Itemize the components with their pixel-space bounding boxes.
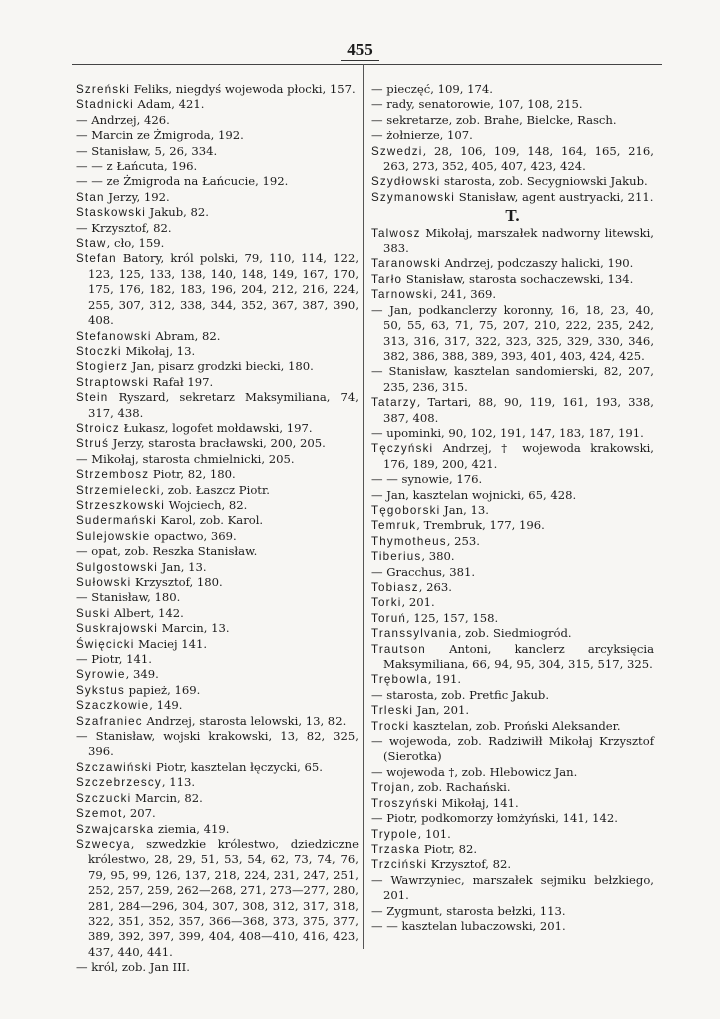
index-entry	[371, 287, 654, 302]
entry-head: Szczebrzescy	[76, 776, 162, 790]
entry-head: Trautson	[371, 642, 426, 656]
entry-text: — Andrzej, 426.	[76, 112, 170, 127]
entry-text: — upominki, 90, 102, 191, 147, 183, 187, 191.	[371, 425, 644, 440]
entry-text: — Zygmunt, starosta bełzki, 113.	[371, 903, 566, 918]
index-entry	[371, 426, 654, 441]
index-entry	[371, 113, 654, 128]
index-entry	[371, 703, 654, 718]
index-entry	[76, 683, 359, 698]
entry-text: , 101.	[417, 826, 451, 841]
index-entry	[371, 256, 654, 271]
entry-text: , cło, 159.	[106, 236, 165, 251]
entry-text: , 191.	[427, 672, 462, 687]
entry-text: — Stanisław, 180.	[76, 590, 181, 605]
entry-head: Stoczki	[76, 344, 122, 358]
entry-head: Tobiasz	[371, 581, 419, 594]
entry-head: Stefanowski	[76, 329, 152, 343]
entry-text: — pieczęć, 109, 174.	[371, 82, 493, 96]
index-entry	[76, 128, 359, 143]
entry-text: — sekretarze, zob. Brahe, Bielcke, Rasch.	[371, 112, 617, 127]
entry-head: Tęczyński	[371, 442, 434, 456]
entry-head: Suski	[76, 606, 111, 620]
entry-text: , 349.	[125, 667, 159, 682]
index-entry	[371, 226, 654, 257]
entry-text: — Jan, kasztelan wojnicki, 65, 428.	[371, 487, 577, 502]
entry-text: , 263.	[418, 580, 452, 594]
index-entry	[76, 575, 359, 590]
entry-text: Feliks, niegdyś wojewoda płocki, 157.	[130, 82, 356, 96]
entry-text: Andrzej, starosta lelowski, 13, 82.	[142, 713, 347, 728]
index-entry	[371, 873, 654, 904]
entry-head: Szczucki	[76, 791, 132, 805]
entry-head: Szafraniec	[76, 714, 143, 728]
entry-head: Stogierz	[76, 360, 129, 374]
entry-head: Strzemielecki	[76, 483, 161, 497]
index-entry	[371, 503, 654, 518]
entry-text: Wojciech, 82.	[165, 497, 248, 512]
entry-text: — Jan, podkanclerzy koronny, 16, 18, 23, 40, 50, 55, 63, 71, 75, 207, 210, 222, 235, 242, 313, 316, 317, 322, 323, 325, 329, 330, 346, 382, 386, 388, 389, 393, 401, 403, 424, 425.	[371, 302, 654, 363]
entry-head: Sudermański	[76, 514, 157, 528]
entry-head: Sulejowskie	[76, 529, 151, 543]
index-entry	[76, 344, 359, 359]
entry-text: — Stanisław, kasztelan sandomierski, 82, 207, 235, 236, 315.	[371, 364, 654, 394]
index-entry	[371, 796, 654, 811]
entry-text: Jerzy, 192.	[104, 189, 170, 204]
entry-head: Stan	[76, 190, 105, 204]
index-entry	[76, 436, 359, 451]
index-entry	[76, 190, 359, 205]
entry-text: ziemia, 419.	[154, 821, 230, 836]
entry-head: Straptowski	[76, 375, 150, 389]
index-entry	[371, 642, 654, 673]
index-column-left	[76, 82, 359, 976]
index-entry	[371, 734, 654, 765]
index-entry	[371, 128, 654, 143]
entry-head: Trębowla	[371, 673, 428, 687]
entry-head: Staw	[76, 237, 107, 251]
index-entry	[371, 842, 654, 857]
entry-text: Mikołaj, marszałek nadworny litewski, 383.	[383, 225, 654, 256]
entry-text: , 380.	[421, 549, 455, 564]
index-entry	[76, 775, 359, 790]
entry-head: Struś	[76, 437, 110, 451]
entry-text: Łukasz, logofet mołdawski, 197.	[119, 420, 313, 435]
index-entry	[371, 190, 654, 205]
entry-text: — Marcin ze Żmigroda, 192.	[76, 128, 244, 143]
index-entry	[76, 729, 359, 760]
entry-text: , Tartari, 88, 90, 119, 161, 193, 338, 387, 408.	[383, 395, 654, 425]
index-entry	[371, 272, 654, 287]
entry-text: Batory, król polski, 79, 110, 114, 122, 123, 125, 133, 138, 140, 148, 149, 167, 170, 175, 176, 182, 183, 196, 204, 212, 216, 224, 255, 307, 312, 338, 344, 352, 367, 387, 390, 408.	[88, 251, 359, 328]
index-entry	[371, 811, 654, 826]
entry-head: Suskrajowski	[76, 622, 159, 636]
entry-text: — opat, zob. Reszka Stanisław.	[76, 544, 258, 559]
entry-text: Piotr, 82, 180.	[149, 467, 236, 482]
entry-text: Krzysztof, 82.	[427, 857, 512, 872]
entry-text: Mikołaj, 141.	[437, 795, 519, 810]
entry-head: Sykstus	[76, 683, 125, 697]
entry-text: — — z Łańcuta, 196.	[76, 159, 198, 174]
index-entry	[76, 498, 359, 513]
header-rule	[72, 64, 662, 65]
index-entry	[76, 159, 359, 174]
entry-text: Albert, 142.	[110, 605, 184, 620]
index-entry	[371, 827, 654, 842]
index-entry	[76, 174, 359, 189]
page-number: 455	[0, 40, 720, 60]
index-entry	[371, 174, 654, 189]
entry-text: Jerzy, starosta bracławski, 200, 205.	[109, 436, 326, 451]
entry-text: Ryszard, sekretarz Maksymiliana, 74, 317, 438.	[88, 390, 359, 420]
index-entry	[371, 780, 654, 795]
index-entry	[371, 395, 654, 426]
entry-text: Adam, 421.	[133, 97, 205, 112]
entry-head: Szwajcarska	[76, 822, 155, 836]
entry-text: Karol, zob. Karol.	[156, 513, 264, 528]
index-section-s-continued	[371, 82, 654, 205]
entry-head: Trzciński	[371, 858, 428, 872]
index-entry	[76, 144, 359, 159]
entry-text: Andrzej, † wojewoda krakowski, 176, 189, 200, 421.	[383, 441, 654, 471]
index-entry	[371, 919, 654, 934]
index-entry	[371, 688, 654, 703]
entry-text: , 113.	[161, 775, 196, 790]
entry-text: — — kasztelan lubaczowski, 201.	[371, 918, 566, 933]
entry-head: Szymanowski	[371, 190, 456, 204]
index-entry	[76, 606, 359, 621]
entry-text: Maciej 141.	[134, 636, 208, 651]
entry-head: Tarnowski	[371, 288, 434, 302]
index-entry	[76, 236, 359, 251]
entry-head: Trojan	[371, 781, 411, 795]
entry-text: , 149.	[149, 698, 183, 713]
index-entry	[76, 529, 359, 544]
index-entry	[76, 221, 359, 236]
index-entry	[76, 329, 359, 344]
entry-text: Andrzej, podczaszy halicki, 190.	[441, 256, 634, 271]
entry-head: Tatarzy	[371, 396, 417, 410]
index-entry	[371, 857, 654, 872]
entry-head: Talwosz	[371, 226, 421, 240]
index-entry	[76, 698, 359, 713]
index-entry	[371, 549, 654, 564]
index-entry	[76, 714, 359, 729]
entry-text: — Mikołaj, starosta chmielnicki, 205.	[76, 451, 295, 466]
entry-head: Trocki	[371, 719, 410, 733]
entry-head: Szreński	[76, 83, 131, 96]
index-entry	[371, 82, 654, 97]
index-entry	[76, 97, 359, 112]
index-column-right	[371, 82, 654, 934]
entry-text: — Stanisław, 5, 26, 334.	[76, 143, 218, 158]
entry-head: Torki	[371, 596, 402, 610]
entry-text: , zob. Łaszcz Piotr.	[160, 482, 270, 497]
entry-text: opactwo, 369.	[150, 528, 237, 543]
entry-head: Syrowie	[76, 668, 126, 682]
index-entry	[76, 791, 359, 806]
column-divider	[363, 64, 364, 949]
index-section-t	[371, 226, 654, 935]
entry-head: Szydłowski	[371, 175, 441, 189]
entry-head: Święcicki	[76, 637, 135, 651]
entry-head: Tarło	[371, 272, 403, 286]
entry-head: Stadnicki	[76, 98, 134, 112]
entry-text: Krzysztof, 180.	[131, 575, 223, 589]
entry-head: Strzembosz	[76, 468, 150, 482]
entry-text: Stanisław, agent austryacki, 211.	[455, 189, 654, 204]
index-entry	[76, 837, 359, 960]
index-entry	[76, 621, 359, 636]
entry-text: , szwedzkie królestwo, dziedziczne królestwo, 28, 29, 51, 53, 54, 62, 73, 74, 76, 79, 95, 99, 126, 137, 218, 224, 231, 247, 251, 252, 257, 259, 262—268, 271, 273—277, 280, 281, 284—296, 304, 307, 308, 312, 317, 318, 322, 351, 352, 357, 366—368, 373, 375, 377, 389, 392, 397, 399, 404, 408—410, 416, 423, 437, 440, 441.	[88, 836, 359, 959]
entry-text: , 253.	[446, 533, 480, 548]
entry-text: Mikołaj, 13.	[121, 343, 196, 358]
entry-text: papież, 169.	[125, 682, 201, 697]
entry-text: , zob. Rachański.	[410, 780, 511, 795]
index-entry	[371, 534, 654, 549]
entry-text: Jan, 13.	[440, 502, 489, 517]
index-entry	[371, 364, 654, 395]
index-entry	[76, 359, 359, 374]
index-entry	[76, 960, 359, 975]
index-entry	[76, 421, 359, 436]
entry-text: — Piotr, 141.	[76, 652, 152, 667]
index-entry	[76, 483, 359, 498]
entry-head: Toruń	[371, 611, 407, 625]
entry-head: Taranowski	[371, 257, 441, 271]
index-entry	[371, 97, 654, 112]
entry-head: Stein	[76, 391, 109, 405]
index-entry	[371, 904, 654, 919]
entry-text: Marcin, 13.	[158, 621, 230, 636]
entry-text: Stanisław, starosta sochaczewski, 134.	[402, 271, 634, 286]
entry-text: Jan, 13.	[158, 559, 207, 574]
entry-text: Jan, 201.	[413, 703, 470, 718]
index-entry	[371, 672, 654, 687]
index-entry	[76, 251, 359, 328]
entry-head: Szwedzi	[371, 144, 423, 158]
entry-text: — król, zob. Jan III.	[76, 960, 190, 975]
entry-head: Temruk	[371, 519, 417, 533]
index-entry	[76, 513, 359, 528]
entry-text: , 207.	[122, 806, 156, 821]
entry-head: Troszyński	[371, 796, 438, 810]
index-entry	[371, 626, 654, 641]
index-entry	[371, 611, 654, 626]
entry-head: Szemot	[76, 807, 123, 821]
index-entry	[76, 637, 359, 652]
entry-head: Sulgostowski	[76, 560, 159, 574]
entry-text: , Trembruk, 177, 196.	[416, 518, 545, 533]
index-entry	[371, 595, 654, 610]
index-entry	[371, 580, 654, 595]
entry-text: — Wawrzyniec, marszałek sejmiku bełzkiego, 201.	[371, 872, 654, 903]
index-entry	[76, 467, 359, 482]
entry-head: Sułowski	[76, 576, 132, 589]
index-entry	[76, 560, 359, 575]
entry-head: Stefan	[76, 252, 117, 266]
entry-text: Piotr, kasztelan łęczycki, 65.	[152, 759, 323, 774]
entry-text: — Piotr, podkomorzy łomżyński, 141, 142.	[371, 811, 618, 826]
entry-text: — — ze Żmigroda na Łańcucie, 192.	[76, 174, 289, 189]
entry-text: kasztelan, zob. Proński Aleksander.	[409, 718, 621, 733]
entry-head: Szczawiński	[76, 760, 153, 774]
index-entry	[371, 488, 654, 503]
index-entry	[76, 822, 359, 837]
entry-head: Trypole	[371, 827, 418, 841]
index-entry	[76, 652, 359, 667]
entry-head: Stroicz	[76, 421, 120, 435]
entry-text: starosta, zob. Secygniowski Jakub.	[440, 174, 648, 189]
entry-text: Rafał 197.	[149, 374, 214, 389]
entry-text: — — synowie, 176.	[371, 472, 483, 487]
index-entry	[371, 303, 654, 365]
entry-head: Thymotheus	[371, 534, 447, 548]
entry-text: Jakub, 82.	[146, 205, 209, 220]
entry-text: Marcin, 82.	[131, 790, 203, 805]
index-entry	[371, 144, 654, 175]
entry-text: — Gracchus, 381.	[371, 564, 476, 579]
index-entry	[76, 82, 359, 97]
index-entry	[76, 375, 359, 390]
index-entry	[371, 565, 654, 580]
index-entry	[76, 390, 359, 421]
entry-text: Abram, 82.	[151, 328, 221, 343]
entry-text: , zob. Siedmiogród.	[457, 626, 572, 641]
entry-text: — żołnierze, 107.	[371, 128, 473, 143]
index-entry	[76, 590, 359, 605]
entry-text: — Krzysztof, 82.	[76, 220, 172, 235]
entry-text: Piotr, 82.	[420, 841, 478, 856]
entry-text: , 241, 369.	[433, 287, 497, 302]
entry-text: — wojewoda †, zob. Hlebowicz Jan.	[371, 764, 578, 779]
index-entry	[371, 472, 654, 487]
entry-head: Trleski	[371, 704, 414, 718]
entry-text: — rady, senatorowie, 107, 108, 215.	[371, 97, 583, 112]
entry-head: Trzaska	[371, 842, 421, 856]
entry-text: Antoni, kanclerz arcyksięcia Maksymiliana, 66, 94, 95, 304, 315, 517, 325.	[383, 641, 654, 672]
index-entry	[76, 205, 359, 220]
entry-head: Szaczkowie	[76, 699, 150, 713]
index-entry	[76, 113, 359, 128]
entry-text: , 28, 106, 109, 148, 164, 165, 216, 263, 273, 352, 405, 407, 423, 424.	[383, 143, 654, 174]
index-entry	[371, 765, 654, 780]
index-entry	[371, 441, 654, 472]
entry-text: , 201.	[401, 595, 435, 610]
index-entry	[76, 452, 359, 467]
index-entry	[76, 760, 359, 775]
entry-head: Tęgoborski	[371, 503, 441, 517]
index-entry	[371, 719, 654, 734]
index-entry	[76, 544, 359, 559]
entry-head: Szwecya	[76, 837, 131, 851]
entry-text: — Stanisław, wojski krakowski, 13, 82, 325, 396.	[76, 729, 359, 759]
index-entry	[76, 806, 359, 821]
entry-text: — wojewoda, zob. Radziwiłł Mikołaj Krzysztof (Sierotka)	[371, 734, 654, 764]
entry-head: Strzeszkowski	[76, 498, 166, 512]
entry-head: Staskowski	[76, 206, 146, 220]
section-letter-t: T.	[505, 206, 520, 226]
index-entry	[371, 518, 654, 533]
entry-head: Transsylvania	[371, 627, 458, 641]
entry-text: Jan, pisarz grodzki biecki, 180.	[128, 359, 314, 374]
entry-head: Tiberius	[371, 550, 422, 564]
entry-text: — starosta, zob. Pretfic Jakub.	[371, 687, 550, 702]
entry-text: , 125, 157, 158.	[406, 610, 499, 625]
index-entry	[76, 667, 359, 682]
